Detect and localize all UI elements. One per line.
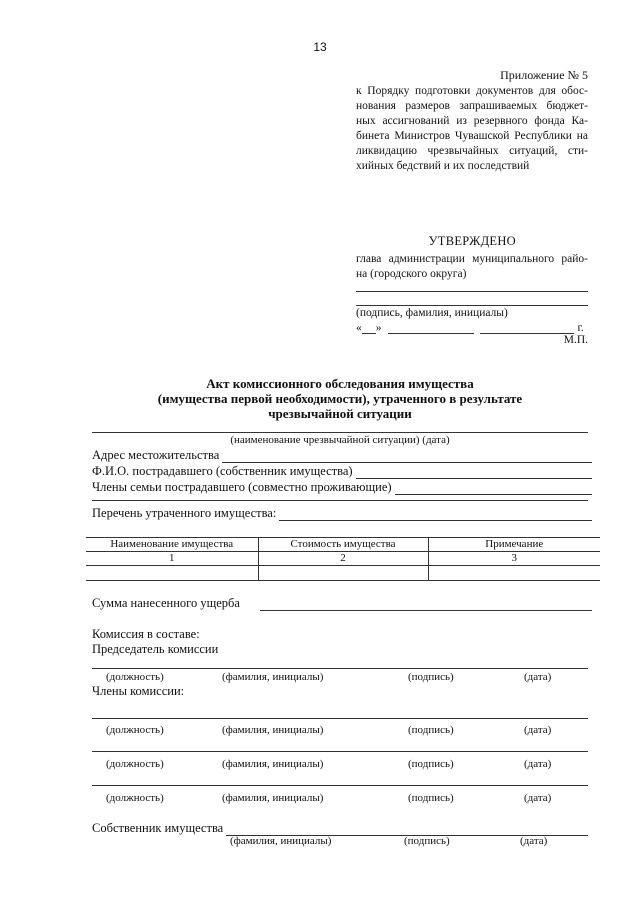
damage-row xyxy=(92,596,592,611)
name-caption: (фамилия, инициалы) xyxy=(222,724,324,736)
emergency-name-field[interactable] xyxy=(92,432,588,433)
members-label: Члены комиссии: xyxy=(92,684,185,698)
family-members-field-2[interactable] xyxy=(92,500,588,501)
lost-property-row xyxy=(92,506,592,521)
date-caption: (дата) xyxy=(524,671,552,683)
appendix-line: хийных бедствий и их последствий xyxy=(356,160,530,172)
signature-caption: (подпись) xyxy=(404,835,450,847)
signature-caption: (подпись) xyxy=(408,724,454,736)
position-caption: (должность) xyxy=(106,792,164,804)
approval-line: глава администрации муниципального райо- xyxy=(356,253,588,265)
name-caption: (фамилия, инициалы) xyxy=(222,792,324,804)
title-line: (имущества первой необходимости), утраченного в результате xyxy=(157,391,523,406)
lost-property-label: Перечень утраченного имущества: xyxy=(92,506,277,520)
victim-name-field[interactable] xyxy=(356,466,592,479)
document-title xyxy=(90,376,590,421)
column-number: 2 xyxy=(258,552,428,566)
date-caption: (дата) xyxy=(524,724,552,736)
date-caption: (дата) xyxy=(524,758,552,770)
victim-label: Ф.И.О. пострадавшего (собственник имущества) xyxy=(92,464,353,478)
table-cell[interactable] xyxy=(258,566,428,581)
table-header-row xyxy=(86,538,600,552)
header-property-name: Наименование имущества xyxy=(86,538,258,552)
date-caption: (дата) xyxy=(524,792,552,804)
address-field[interactable] xyxy=(222,450,592,463)
day-field[interactable] xyxy=(362,322,376,334)
approval-line: на (городского округа) xyxy=(356,268,467,280)
lost-property-field[interactable] xyxy=(279,508,592,521)
address-row xyxy=(92,448,592,463)
lost-property-table xyxy=(86,537,600,581)
approval-title: УТВЕРЖДЕНО xyxy=(428,234,516,248)
member-signature-line[interactable] xyxy=(92,718,588,719)
appendix-line: ликвидацию чрезвычайных ситуаций, сти- xyxy=(356,145,588,157)
signature-caption: (подпись) xyxy=(408,671,454,683)
position-caption: (должность) xyxy=(106,758,164,770)
name-caption: (фамилия, инициалы) xyxy=(222,671,324,683)
signature-caption: (подпись) xyxy=(408,758,454,770)
position-caption: (должность) xyxy=(106,724,164,736)
emergency-caption: (наименование чрезвычайной ситуации) (дата) xyxy=(230,434,450,446)
owner-label: Собственник имущества xyxy=(92,821,224,835)
date-close-quote: » xyxy=(375,322,382,334)
family-label: Члены семьи пострадавшего (совместно проживающие) xyxy=(92,480,392,494)
date-caption: (дата) xyxy=(520,835,548,847)
column-number: 1 xyxy=(86,552,258,566)
appendix-line: ных ассигнований из резервного фонда Ка- xyxy=(356,115,588,127)
approval-signature-line-1[interactable] xyxy=(356,291,588,292)
column-number: 3 xyxy=(428,552,600,566)
table-number-row xyxy=(86,552,600,566)
damage-label: Сумма нанесенного ущерба xyxy=(92,596,240,610)
appendix-line: нования размеров запрашиваемых бюджет- xyxy=(356,100,588,112)
commission-composition-label: Комиссия в составе: xyxy=(92,627,200,641)
family-members-field[interactable] xyxy=(395,482,592,495)
chairman-signature-line[interactable] xyxy=(92,668,588,669)
family-row xyxy=(92,480,592,495)
appendix-line: бинета Министров Чувашской Республики на xyxy=(356,130,588,142)
date-open-quote: « xyxy=(356,322,362,334)
appendix-title: Приложение № 5 xyxy=(500,68,588,82)
table-cell[interactable] xyxy=(86,566,258,581)
member-signature-line[interactable] xyxy=(92,785,588,786)
address-label: Адрес местожительства xyxy=(92,448,220,462)
approval-date xyxy=(356,322,588,334)
table-row xyxy=(86,566,600,581)
header-note: Примечание xyxy=(428,538,600,552)
month-field[interactable] xyxy=(388,322,474,334)
approval-signature-caption: (подпись, фамилия, инициалы) xyxy=(356,307,508,319)
title-line: Акт комиссионного обследования имущества xyxy=(206,376,474,391)
title-line: чрезвычайной ситуации xyxy=(268,406,412,421)
stamp-place: М.П. xyxy=(563,334,588,346)
victim-row xyxy=(92,464,592,479)
member-signature-line[interactable] xyxy=(92,751,588,752)
appendix-description xyxy=(356,84,588,174)
table-cell[interactable] xyxy=(428,566,600,581)
appendix-line: к Порядку подготовки документов для обос- xyxy=(356,85,588,97)
owner-row xyxy=(92,821,588,836)
header-property-cost: Стоимость имущества xyxy=(258,538,428,552)
approval-signature-line-2[interactable] xyxy=(356,305,588,306)
position-caption: (должность) xyxy=(106,671,164,683)
year-field[interactable] xyxy=(480,322,574,334)
name-caption: (фамилия, инициалы) xyxy=(230,835,332,847)
year-suffix: г. xyxy=(577,322,584,334)
name-caption: (фамилия, инициалы) xyxy=(222,758,324,770)
page-number: 13 xyxy=(313,40,327,54)
damage-amount-field[interactable] xyxy=(260,598,592,611)
signature-caption: (подпись) xyxy=(408,792,454,804)
approval-position xyxy=(356,252,588,282)
chairman-label: Председатель комиссии xyxy=(92,642,219,656)
